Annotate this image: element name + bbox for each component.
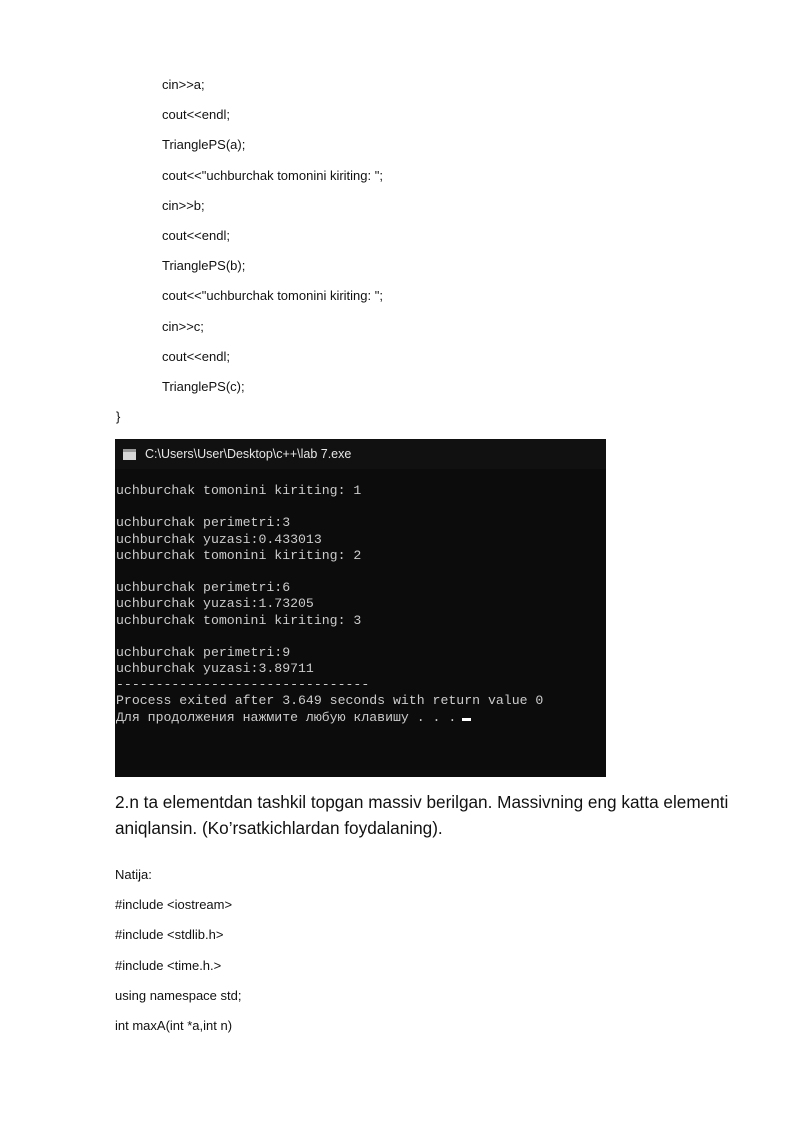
text-cursor	[462, 718, 471, 721]
console-line: uchburchak perimetri:6	[116, 580, 291, 596]
console-line: uchburchak tomonini kiriting: 2	[116, 547, 362, 563]
code-block-flat	[115, 860, 241, 1041]
console-line-prompt	[116, 710, 606, 726]
code-line: cout<<"uchburchak tomonini kiriting: ";	[162, 288, 383, 304]
code-line: using namespace std;	[115, 987, 242, 1003]
code-line: #include <stdlib.h>	[115, 927, 224, 943]
console-output	[115, 469, 606, 726]
console-line: --------------------------------	[116, 677, 370, 693]
console-line: uchburchak tomonini kiriting: 3	[116, 612, 362, 628]
code-line: cin>>b;	[162, 197, 205, 213]
code-line: TrianglePS(b);	[162, 258, 246, 274]
console-line: Process exited after 3.649 seconds with return value 0	[116, 693, 544, 709]
console-prompt-text: Для продолжения нажмите любую клавишу . . .	[116, 709, 457, 725]
task-heading: 2.n ta elementdan tashkil topgan massiv berilgan. Massivning eng katta elementi aniqlansin. (Ko’rsatkichlardan foydalaning).	[115, 792, 729, 838]
code-line: cout<<endl;	[162, 227, 230, 243]
code-line: cout<<endl;	[162, 348, 230, 364]
console-line: uchburchak yuzasi:0.433013	[116, 531, 322, 547]
code-line: Natija:	[115, 867, 152, 882]
code-block-indented	[162, 70, 383, 402]
console-line: uchburchak perimetri:3	[116, 515, 291, 531]
code-line: cout<<"uchburchak tomonini kiriting: ";	[162, 167, 383, 183]
console-app-icon	[123, 449, 136, 460]
code-line: #include <iostream>	[115, 897, 233, 913]
console-line	[116, 564, 606, 580]
code-line: int maxA(int *a,int n)	[115, 1017, 233, 1033]
console-line: uchburchak yuzasi:3.89711	[116, 661, 314, 677]
console-titlebar	[115, 439, 606, 469]
code-line: cin>>a;	[162, 77, 205, 92]
console-line	[116, 499, 606, 515]
console-line	[116, 629, 606, 645]
code-line: TrianglePS(c);	[162, 378, 245, 394]
code-line: cout<<endl;	[162, 107, 230, 123]
console-line: uchburchak tomonini kiriting: 1	[116, 483, 362, 498]
code-line: TrianglePS(a);	[162, 137, 246, 153]
code-line: #include <time.h.>	[115, 957, 222, 973]
console-title: C:\Users\User\Desktop\c++\lab 7.exe	[145, 447, 352, 461]
console-line: uchburchak perimetri:9	[116, 644, 291, 660]
closing-brace: }	[116, 409, 121, 424]
console-line: uchburchak yuzasi:1.73205	[116, 596, 314, 612]
console-window-screenshot	[115, 439, 606, 777]
code-line: cin>>c;	[162, 318, 204, 334]
